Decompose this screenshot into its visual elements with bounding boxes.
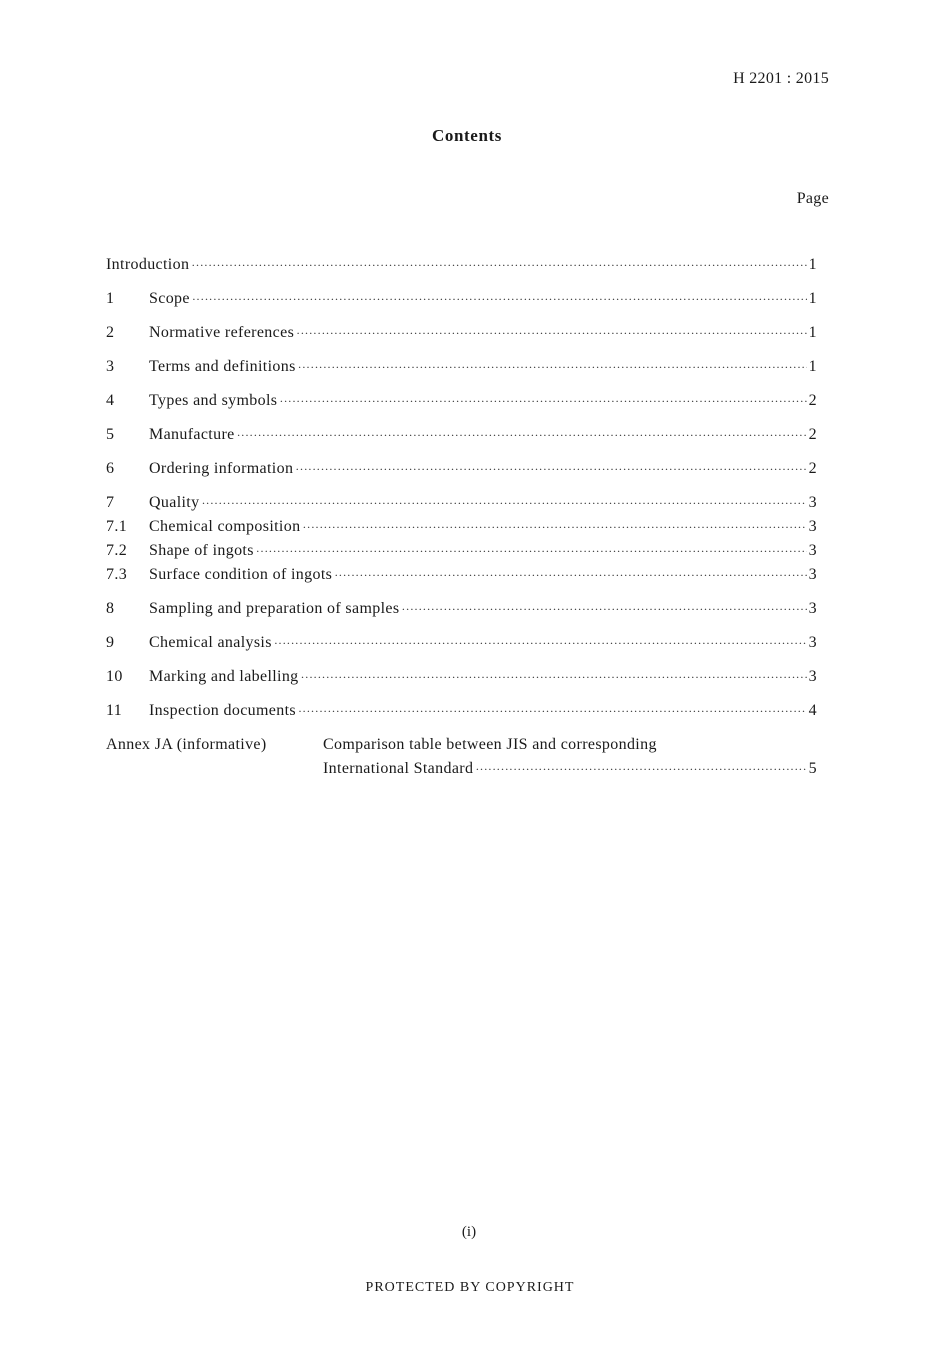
toc-entry-number: 2 — [106, 324, 115, 341]
toc-entry-label: Terms and definitions — [149, 358, 296, 375]
dot-leader — [296, 322, 807, 344]
toc-entry-label: Inspection documents — [149, 702, 296, 719]
toc-entry-ordering-information[interactable] — [106, 458, 817, 480]
toc-entry-page: 2 — [808, 460, 817, 477]
toc-entry-number: 9 — [106, 634, 115, 651]
toc-entry-manufacture[interactable] — [106, 424, 817, 446]
dot-leader — [475, 758, 806, 780]
copyright-notice: PROTECTED BY COPYRIGHT — [365, 1280, 575, 1295]
document-code: H 2201 : 2015 — [733, 70, 829, 87]
toc-entry-number: 6 — [106, 460, 115, 477]
footer-page-number: (i) — [461, 1224, 477, 1240]
toc-entry-number: 7.3 — [106, 566, 128, 583]
dot-leader — [301, 666, 807, 688]
dot-leader — [334, 564, 806, 586]
toc-entry-number: 5 — [106, 426, 115, 443]
toc-entry-label: Surface condition of ingots — [149, 566, 333, 583]
toc-entry-page: 3 — [808, 494, 817, 511]
toc-entry-number: 1 — [106, 290, 115, 307]
dot-leader — [302, 516, 806, 538]
toc-entry-page: 3 — [808, 566, 817, 583]
toc-entry-label: Sampling and preparation of samples — [149, 600, 400, 617]
toc-entry-page: 1 — [808, 290, 817, 307]
toc-entry-annex-ja[interactable] — [106, 734, 817, 756]
toc-entry-page: 3 — [808, 634, 817, 651]
toc-entry-introduction[interactable] — [106, 254, 817, 276]
toc-entry-label: Quality — [149, 494, 200, 511]
dot-leader — [274, 632, 807, 654]
toc-entry-label: Chemical composition — [149, 518, 301, 535]
toc-entry-annex-ja-continued[interactable] — [323, 758, 817, 780]
annex-prefix: Annex JA (informative) — [106, 736, 267, 753]
toc-entry-page: 1 — [808, 358, 817, 375]
toc-entry-inspection-documents[interactable] — [106, 700, 817, 722]
toc-entry-page: 5 — [808, 760, 817, 777]
toc-entry-number: 7.2 — [106, 542, 128, 559]
toc-entry-label: Chemical analysis — [149, 634, 272, 651]
toc-entry-number: 3 — [106, 358, 115, 375]
toc-entry-page: 3 — [808, 668, 817, 685]
dot-leader — [201, 492, 806, 514]
dot-leader — [298, 356, 807, 378]
toc-entry-page: 2 — [808, 426, 817, 443]
toc-entry-types-and-symbols[interactable] — [106, 390, 817, 412]
toc-entry-number: 10 — [106, 668, 123, 685]
toc-entry-label: Introduction — [106, 256, 190, 273]
toc-entry-label: Scope — [149, 290, 190, 307]
toc-entry-number: 7.1 — [106, 518, 128, 535]
page-column-label: Page — [796, 190, 829, 207]
toc-entry-number: 7 — [106, 494, 115, 511]
toc-entry-label: Shape of ingots — [149, 542, 254, 559]
toc-entry-chemical-analysis[interactable] — [106, 632, 817, 654]
toc-entry-page: 1 — [808, 256, 817, 273]
dot-leader — [256, 540, 807, 562]
dot-leader — [295, 458, 806, 480]
annex-title-line1: Comparison table between JIS and corresponding — [323, 736, 657, 753]
toc-entry-page: 2 — [808, 392, 817, 409]
toc-entry-page: 1 — [808, 324, 817, 341]
toc-entry-label: Types and symbols — [149, 392, 278, 409]
toc-entry-number: 8 — [106, 600, 115, 617]
dot-leader — [191, 254, 806, 276]
toc-entry-sampling[interactable] — [106, 598, 817, 620]
toc-entry-page: 3 — [808, 518, 817, 535]
toc-entry-number: 11 — [106, 702, 123, 719]
annex-title-line2: International Standard — [323, 760, 474, 777]
toc-entry-label: Normative references — [149, 324, 295, 341]
toc-entry-terms-and-definitions[interactable] — [106, 356, 817, 378]
toc-entry-label: Manufacture — [149, 426, 235, 443]
dot-leader — [192, 288, 807, 310]
toc-entry-label: Ordering information — [149, 460, 294, 477]
toc-entry-page: 3 — [808, 542, 817, 559]
dot-leader — [237, 424, 807, 446]
toc-entry-marking-and-labelling[interactable] — [106, 666, 817, 688]
page-title: Contents — [432, 126, 502, 145]
toc-entry-chemical-composition[interactable] — [106, 516, 817, 538]
toc-entry-normative-references[interactable] — [106, 322, 817, 344]
toc-entry-scope[interactable] — [106, 288, 817, 310]
toc-entry-page: 4 — [808, 702, 817, 719]
dot-leader — [401, 598, 806, 620]
toc-entry-surface-condition[interactable] — [106, 564, 817, 586]
toc-entry-page: 3 — [808, 600, 817, 617]
toc-entry-label: Marking and labelling — [149, 668, 299, 685]
toc-entry-shape-of-ingots[interactable] — [106, 540, 817, 562]
toc-entry-number: 4 — [106, 392, 115, 409]
dot-leader — [279, 390, 806, 412]
dot-leader — [298, 700, 807, 722]
toc-entry-quality[interactable] — [106, 492, 817, 514]
